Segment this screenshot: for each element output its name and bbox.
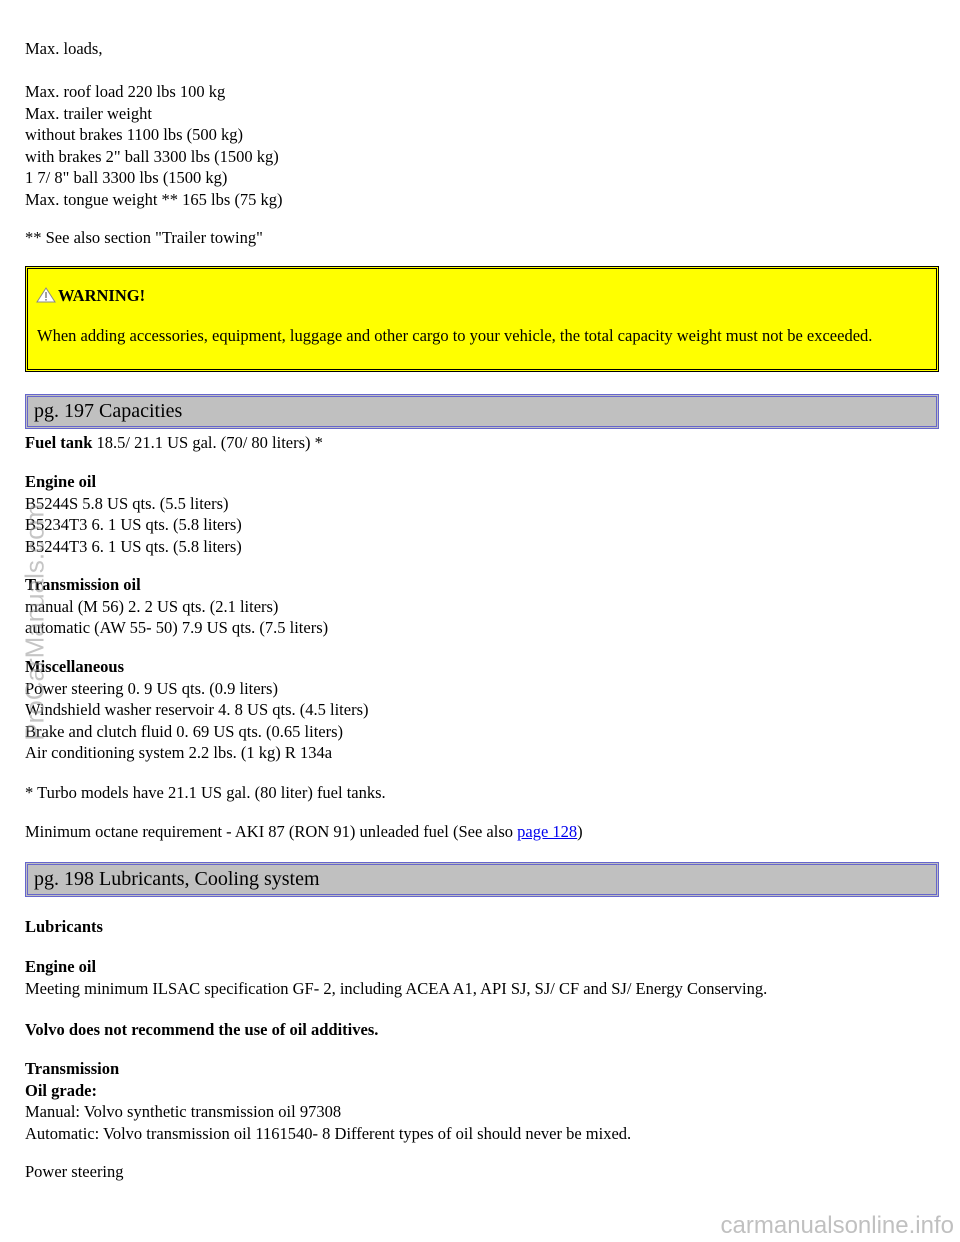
transmission-oil-label: Transmission oil [25, 575, 141, 594]
warning-title-text: WARNING! [58, 286, 146, 305]
lubricant-engine-oil-label: Engine oil [25, 957, 97, 976]
engine-oil-line: B5234T3 6. 1 US qts. (5.8 liters) [25, 515, 242, 534]
miscellaneous-line: Windshield washer reservoir 4. 8 US qts. (4.5 liters) [25, 700, 369, 719]
transmission-oil-capacity [25, 574, 328, 639]
engine-oil-label: Engine oil [25, 472, 97, 491]
max-loads-line: Max. roof load 220 lbs 100 kg [25, 82, 226, 101]
max-loads-line: with brakes 2" ball 3300 lbs (1500 kg) [25, 146, 279, 166]
fuel-tank-value: 18.5/ 21.1 US gal. (70/ 80 liters) * [92, 433, 323, 452]
engine-oil-line: B5244S 5.8 US qts. (5.5 liters) [25, 493, 229, 513]
octane-text: Minimum octane requirement - AKI 87 (RON 91) unleaded fuel (See also [25, 822, 518, 841]
max-loads-line: 1 7/ 8" ball 3300 lbs (1500 kg) [25, 168, 228, 187]
warning-triangle-icon [36, 287, 56, 309]
capacities-section-header: pg. 197 Capacities [25, 394, 939, 429]
engine-oil-line: B5244T3 6. 1 US qts. (5.8 liters) [25, 536, 242, 556]
transmission-label: Transmission [25, 1059, 120, 1078]
fuel-tank-label: Fuel tank [25, 433, 93, 452]
lubricants-title [25, 916, 103, 938]
warning-title [36, 285, 145, 309]
miscellaneous-label: Miscellaneous [25, 657, 124, 676]
power-steering-heading: Power steering [25, 1162, 124, 1181]
manual-transmission-line: Manual: Volvo synthetic transmission oil 97308 [25, 1102, 342, 1121]
lubricant-transmission [25, 1058, 631, 1144]
warning-text: When adding accessories, equipment, luggage and other cargo to your vehicle, the total capacity weight must not be exceeded. [37, 326, 873, 345]
engine-oil-capacity [25, 471, 242, 557]
miscellaneous-line: Power steering 0. 9 US qts. (0.9 liters) [25, 678, 278, 698]
warning-box [25, 266, 939, 372]
miscellaneous-line: Brake and clutch fluid 0. 69 US qts. (0.65 liters) [25, 721, 344, 741]
lubricant-engine-oil [25, 956, 767, 999]
lubricants-section-header: pg. 198 Lubricants, Cooling system [25, 862, 939, 897]
additives-note [25, 1019, 378, 1041]
bottom-right-watermark: carmanualsonline.info [720, 1211, 954, 1239]
octane-requirement [25, 821, 583, 843]
additives-note-text: Volvo does not recommend the use of oil additives. [25, 1020, 379, 1039]
max-loads-line: Max. tongue weight ** 165 lbs (75 kg) [25, 189, 283, 209]
automatic-transmission-line: Automatic: Volvo transmission oil 1161540- 8 Different types of oil should never be mixed. [25, 1123, 632, 1143]
fuel-tank-row [25, 432, 323, 454]
lubricant-engine-oil-text: Meeting minimum ILSAC specification GF- 2, including ACEA A1, API SJ, SJ/ CF and SJ/ Energy Conserving. [25, 978, 768, 998]
page-128-link[interactable]: page 128 [517, 822, 578, 841]
max-loads-line: without brakes 1100 lbs (500 kg) [25, 125, 243, 144]
max-loads-list [25, 81, 283, 210]
miscellaneous-capacity [25, 656, 368, 764]
max-loads-line: Max. trailer weight [25, 103, 152, 123]
trailer-towing-footnote: ** See also section "Trailer towing" [25, 228, 263, 247]
max-loads-heading: Max. loads, [25, 39, 103, 58]
transmission-oil-line: manual (M 56) 2. 2 US qts. (2.1 liters) [25, 596, 279, 616]
octane-close: ) [577, 822, 583, 841]
oil-grade-label: Oil grade: [25, 1080, 97, 1100]
left-watermark: ProCarManuals.com [19, 503, 50, 741]
lubricants-title-text: Lubricants [25, 917, 103, 936]
turbo-note: * Turbo models have 21.1 US gal. (80 liter) fuel tanks. [25, 783, 386, 802]
transmission-oil-line: automatic (AW 55- 50) 7.9 US qts. (7.5 liters) [25, 618, 329, 637]
miscellaneous-line: Air conditioning system 2.2 lbs. (1 kg) R 134a [25, 743, 333, 762]
